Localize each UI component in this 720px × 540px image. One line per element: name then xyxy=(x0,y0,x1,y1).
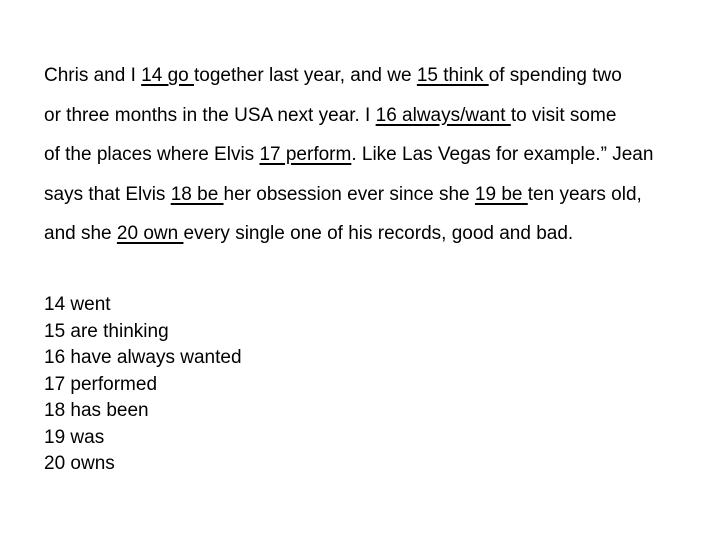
answer-20: 20 owns xyxy=(44,453,115,474)
passage-line xyxy=(44,214,704,254)
passage-text: every single one of his records, good and bad. xyxy=(183,223,574,244)
answer-18: 18 has been xyxy=(44,400,149,421)
passage-text: her obsession ever since she xyxy=(223,183,475,205)
answer-16: 16 have always wanted xyxy=(44,347,242,368)
blank-18: 18 be xyxy=(170,183,224,205)
passage-text: ten years old, xyxy=(527,183,642,205)
passage-text: or three months in the USA next year. I xyxy=(44,104,376,126)
passage-line xyxy=(44,56,704,96)
passage-text: and she xyxy=(44,223,117,244)
answer-17: 17 performed xyxy=(44,373,158,395)
blank-17: 17 perform xyxy=(259,144,352,165)
passage-text: Chris and I xyxy=(44,65,142,86)
passage-text: of spending two xyxy=(488,65,622,86)
blank-16: 16 always/want xyxy=(375,104,511,126)
passage-text: of the places where Elvis xyxy=(44,144,260,165)
passage-line xyxy=(44,175,704,215)
answer-14: 14 went xyxy=(44,294,111,315)
passage-text: . Like Las Vegas for example.” Jean xyxy=(351,144,654,165)
exercise-passage xyxy=(44,56,704,254)
passage-text: to visit some xyxy=(510,104,617,126)
answer-key xyxy=(44,292,242,478)
blank-15: 15 think xyxy=(416,65,489,86)
passage-text: together last year, and we xyxy=(193,65,417,86)
blank-14: 14 go xyxy=(141,65,194,86)
answer-15: 15 are thinking xyxy=(44,320,169,342)
passage-line xyxy=(44,135,704,175)
answer-19: 19 was xyxy=(44,426,105,448)
blank-19: 19 be xyxy=(474,183,528,205)
passage-line xyxy=(44,96,704,136)
passage-text: says that Elvis xyxy=(44,183,171,205)
blank-20: 20 own xyxy=(116,223,184,244)
